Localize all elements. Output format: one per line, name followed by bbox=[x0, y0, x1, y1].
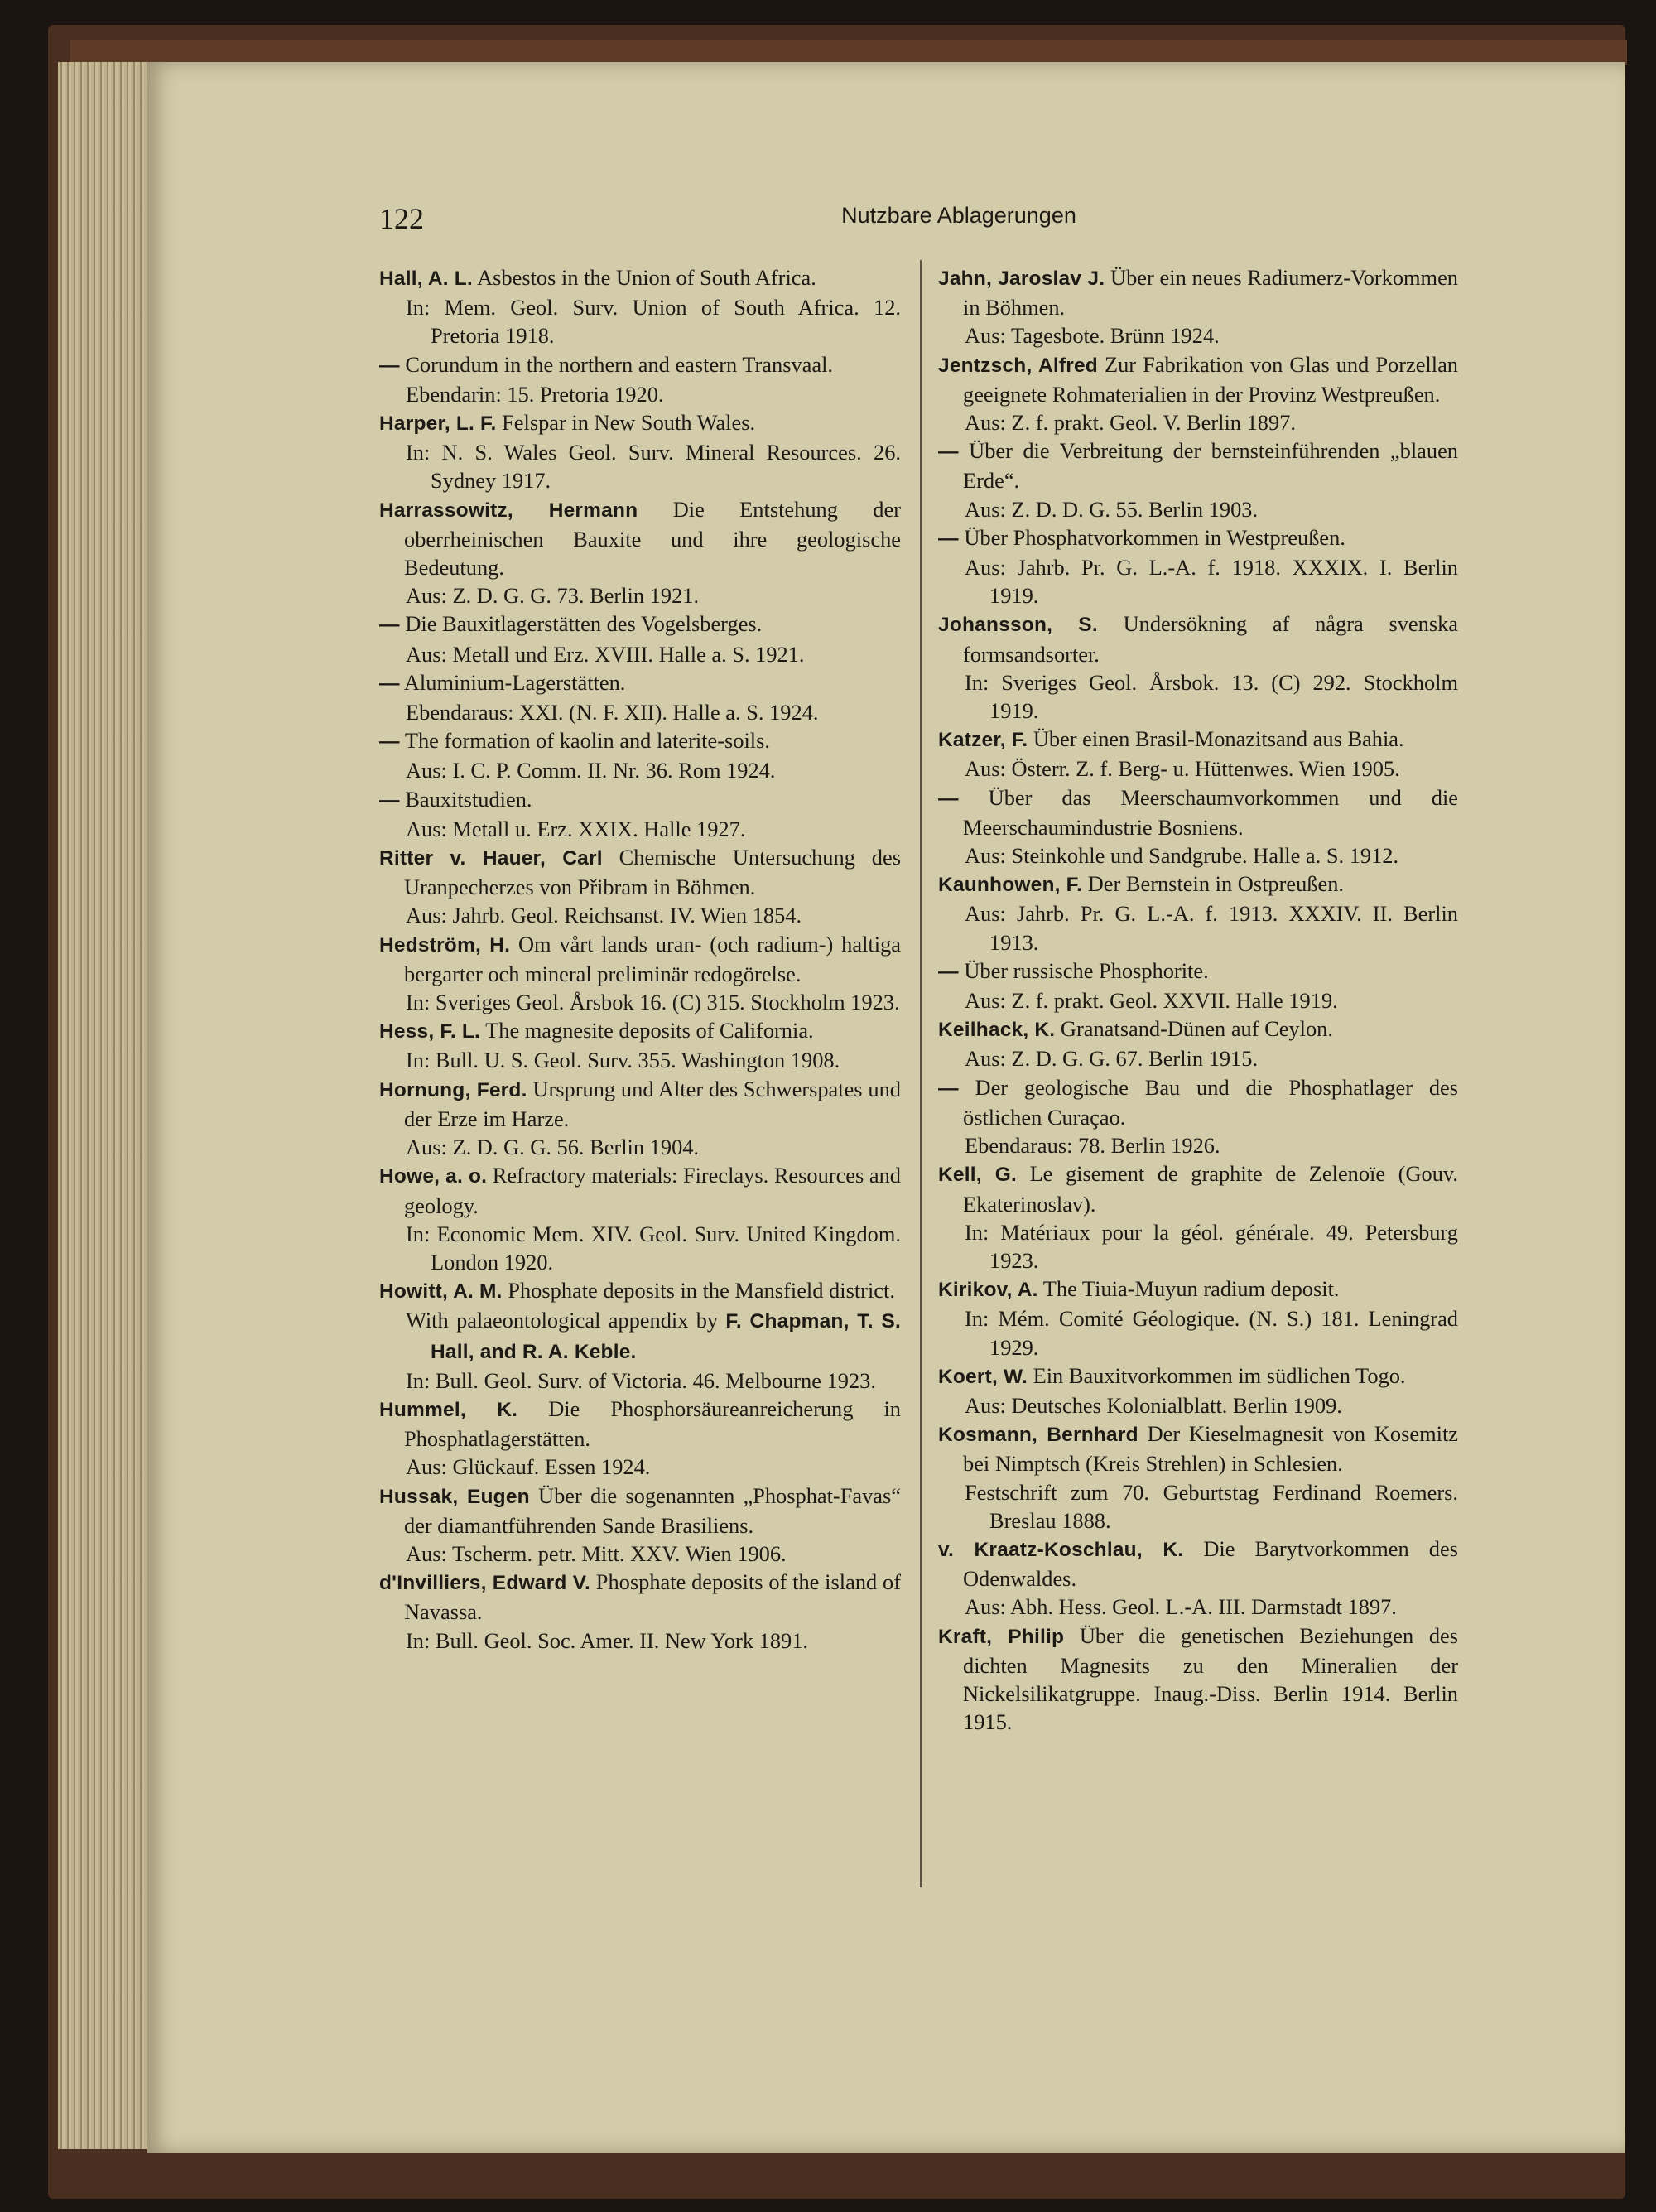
entry-head bbox=[379, 263, 901, 293]
entry-author: Keilhack, K. bbox=[938, 1019, 1056, 1042]
entry-title: Über die Verbreitung der bernsteinführenden „blauen Erde“. bbox=[963, 438, 1458, 494]
entry-title: Refractory materials: Fireclays. Resources and geology. bbox=[404, 1163, 901, 1218]
entry-title: Phosphate deposits in the Mansfield district. bbox=[508, 1278, 895, 1304]
bibliography-entry bbox=[379, 495, 901, 610]
running-title: Nutzbare Ablagerungen bbox=[841, 203, 1076, 228]
bibliography-entry bbox=[938, 350, 1458, 437]
entry-note bbox=[379, 1306, 901, 1366]
entry-source: Aus: Z. D. G. G. 73. Berlin 1921. bbox=[406, 583, 700, 609]
entry-source: In: Sveriges Geol. Årsbok. 13. (C) 292. Stockholm 1919. bbox=[965, 669, 1458, 724]
entry-head bbox=[379, 668, 901, 698]
entry-head bbox=[938, 436, 1458, 494]
bibliography-entry bbox=[938, 263, 1458, 350]
entry-source: Ebendarin: 15. Pretoria 1920. bbox=[406, 381, 664, 407]
entry-title: The magnesite deposits of California. bbox=[485, 1018, 814, 1043]
entry-title: Aluminium-Lagerstätten. bbox=[403, 669, 626, 695]
entry-author: v. Kraatz-Koschlau, K. bbox=[938, 1538, 1184, 1561]
entry-head bbox=[938, 1073, 1458, 1131]
entry-title: Über Phosphatvorkommen in Westpreußen. bbox=[964, 524, 1346, 550]
entry-head bbox=[938, 725, 1458, 754]
entry-title: Über ein neues Radiumerz-Vorkommen in Böhmen. bbox=[963, 265, 1458, 320]
bibliography-entry bbox=[379, 668, 901, 726]
entry-author: Hussak, Eugen bbox=[379, 1485, 530, 1508]
entry-title: Granatsand-Dünen auf Ceylon. bbox=[1060, 1016, 1333, 1042]
entry-head bbox=[938, 957, 1458, 986]
entry-author: Kosmann, Bernhard bbox=[938, 1424, 1138, 1447]
entry-author: Kraft, Philip bbox=[938, 1625, 1065, 1648]
entry-title: Die Phosphorsäureanreicherung in Phosphatlagerstätten. bbox=[404, 1395, 901, 1452]
entry-title: Le gisement de graphite de Zelenoïe (Gouv. Ekaterinoslav). bbox=[963, 1161, 1458, 1217]
bibliography-entry bbox=[938, 1014, 1458, 1072]
entry-source: Aus: Jahrb. Geol. Reichsanst. IV. Wien 1854. bbox=[406, 903, 802, 928]
entry-title: Phosphate deposits of the island of Navassa. bbox=[404, 1569, 901, 1625]
entry-title: Zur Fabrikation von Glas und Porzellan geeignete Rohmaterialien in der Provinz Westpreußen. bbox=[963, 351, 1458, 407]
entry-title: Der Kieselmagnesit von Kosemitz bei Nimptsch (Kreis Strehlen) in Schlesien. bbox=[963, 1421, 1458, 1477]
entry-head bbox=[938, 523, 1458, 553]
entry-author: — bbox=[379, 730, 400, 754]
entry-source: Aus: Tscherm. petr. Mitt. XXV. Wien 1906. bbox=[406, 1540, 787, 1566]
entry-author: Hess, F. L. bbox=[379, 1020, 481, 1043]
bibliography-entry bbox=[938, 783, 1458, 870]
entry-author: Hedström, H. bbox=[379, 933, 511, 957]
bibliography-entry bbox=[938, 957, 1458, 1014]
bibliography-entry bbox=[938, 1622, 1458, 1737]
entry-title: Corundum in the northern and eastern Transvaal. bbox=[405, 351, 834, 377]
entry-author: Harrassowitz, Hermann bbox=[379, 499, 638, 522]
entry-head bbox=[938, 350, 1458, 408]
entry-author: Hummel, K. bbox=[379, 1398, 518, 1421]
bibliography-entry bbox=[938, 725, 1458, 783]
entry-head bbox=[379, 843, 901, 901]
bibliography-entry bbox=[938, 1419, 1458, 1535]
bibliography-entry bbox=[379, 1395, 901, 1482]
entry-head bbox=[938, 263, 1458, 321]
entry-title: Über die sogenannten „Phosphat-Favas“ der diamantführenden Sande Brasiliens. bbox=[404, 1482, 902, 1538]
bibliography-entry bbox=[379, 726, 901, 784]
entry-title: Die Entstehung der oberrheinischen Bauxite und ihre geologische Bedeutung. bbox=[404, 496, 901, 581]
entry-head bbox=[938, 1361, 1458, 1391]
entry-source: In: Bull. Geol. Soc. Amer. II. New York 1891. bbox=[406, 1627, 809, 1653]
entry-title: Ursprung und Alter des Schwerspates und der Erze im Harze. bbox=[404, 1076, 901, 1131]
entry-source: Ebendaraus: XXI. (N. F. XII). Halle a. S. 1924. bbox=[406, 700, 819, 725]
entry-source: In: Sveriges Geol. Årsbok 16. (C) 315. Stockholm 1923. bbox=[406, 990, 900, 1015]
entry-author: Katzer, F. bbox=[938, 729, 1028, 752]
entry-source: Aus: Z. f. prakt. Geol. V. Berlin 1897. bbox=[965, 410, 1296, 436]
bibliography-entry bbox=[379, 1161, 901, 1276]
entry-head bbox=[379, 1276, 901, 1306]
entry-author: Kaunhowen, F. bbox=[938, 874, 1083, 897]
entry-source: In: Economic Mem. XIV. Geol. Surv. United Kingdom. London 1920. bbox=[406, 1221, 901, 1275]
entry-note-text: With palaeontological appendix by bbox=[406, 1308, 719, 1333]
left-column bbox=[379, 263, 901, 1655]
entry-source: In: Matériaux pour la géol. générale. 49. Petersburg 1923. bbox=[965, 1219, 1458, 1273]
entry-author: — bbox=[938, 787, 959, 810]
bibliography-entry bbox=[379, 350, 901, 408]
entry-title: Bauxitstudien. bbox=[405, 786, 532, 812]
bibliography-entry bbox=[938, 610, 1458, 725]
entry-author: Johansson, S. bbox=[938, 614, 1098, 637]
entry-head bbox=[379, 1016, 901, 1046]
entry-head bbox=[938, 1419, 1458, 1477]
entry-head bbox=[379, 495, 901, 582]
entry-source: Aus: Österr. Z. f. Berg- u. Hüttenwes. Wien 1905. bbox=[965, 756, 1400, 782]
entry-head bbox=[379, 350, 901, 380]
entry-source: Ebendaraus: 78. Berlin 1926. bbox=[965, 1133, 1220, 1159]
entry-title: The Tiuia-Muyun radium deposit. bbox=[1042, 1276, 1340, 1302]
entry-head bbox=[379, 1395, 901, 1453]
bibliography-entry bbox=[938, 436, 1458, 523]
entry-title: Die Bauxitlagerstätten des Vogelsberges. bbox=[405, 611, 763, 637]
page-header bbox=[379, 201, 1594, 234]
entry-author: — bbox=[379, 788, 400, 812]
entry-author: Hall, A. L. bbox=[379, 267, 473, 290]
entry-source: Aus: Z. D. G. G. 67. Berlin 1915. bbox=[965, 1046, 1259, 1072]
entry-source: In: Bull. U. S. Geol. Surv. 355. Washington 1908. bbox=[406, 1048, 840, 1073]
bibliography-entry bbox=[938, 870, 1458, 957]
cover-top-edge bbox=[70, 40, 1627, 65]
entry-head bbox=[938, 1622, 1458, 1737]
entry-author: Hornung, Ferd. bbox=[379, 1078, 527, 1101]
bibliography-entry bbox=[379, 408, 901, 495]
entry-title: Ein Bauxitvorkommen im südlichen Togo. bbox=[1033, 1362, 1406, 1388]
entry-source: Aus: Tagesbote. Brünn 1924. bbox=[965, 323, 1220, 349]
entry-head bbox=[938, 1014, 1458, 1044]
entry-title: Über das Meerschaumvorkommen und die Meerschaumindustrie Bosniens. bbox=[963, 784, 1458, 840]
entry-author: — bbox=[938, 527, 959, 550]
entry-author: Jahn, Jaroslav J. bbox=[938, 267, 1105, 290]
entry-title: Der geologische Bau und die Phosphatlager des östlichen Curaçao. bbox=[963, 1074, 1458, 1130]
bibliography-entry bbox=[379, 930, 901, 1017]
entry-author: Harper, L. F. bbox=[379, 412, 497, 436]
entry-title: Undersökning af några svenska formsandsorter. bbox=[963, 611, 1458, 667]
entry-author: Howitt, A. M. bbox=[379, 1280, 503, 1304]
entry-author: Ritter v. Hauer, Carl bbox=[379, 847, 603, 870]
bibliography-entry bbox=[379, 785, 901, 843]
column-divider bbox=[920, 260, 922, 1887]
bibliography-entry bbox=[379, 1276, 901, 1395]
entry-title: Der Bernstein in Ostpreußen. bbox=[1087, 871, 1344, 897]
entry-note-authors: F. Chapman, T. S. Hall, and R. A. Keble. bbox=[431, 1310, 901, 1363]
entry-source: In: N. S. Wales Geol. Surv. Mineral Resources. 26. Sydney 1917. bbox=[406, 440, 901, 494]
entry-head bbox=[938, 783, 1458, 841]
bibliography-entry bbox=[379, 1016, 901, 1074]
entry-source: Aus: Metall und Erz. XVIII. Halle a. S. 1921. bbox=[406, 641, 805, 667]
entry-source: Aus: I. C. P. Comm. II. Nr. 36. Rom 1924. bbox=[406, 758, 776, 783]
entry-head bbox=[379, 726, 901, 756]
entry-head bbox=[379, 785, 901, 815]
entry-source: Aus: Z. f. prakt. Geol. XXVII. Halle 1919. bbox=[965, 988, 1338, 1014]
entry-head bbox=[938, 1275, 1458, 1304]
entry-author: — bbox=[938, 960, 959, 983]
entry-source: Aus: Deutsches Kolonialblatt. Berlin 1909. bbox=[965, 1392, 1342, 1418]
entry-title: Chemische Untersuchung des Uranpecherzes von Přibram in Böhmen. bbox=[404, 845, 901, 900]
bibliography-entry bbox=[379, 610, 901, 667]
entry-author: d'Invilliers, Edward V. bbox=[379, 1572, 590, 1595]
entry-head bbox=[379, 930, 901, 988]
entry-title: Die Barytvorkommen des Odenwaldes. bbox=[963, 1535, 1458, 1592]
entry-author: Kell, G. bbox=[938, 1164, 1017, 1187]
right-column bbox=[938, 263, 1458, 1736]
entry-source: Aus: Glückauf. Essen 1924. bbox=[406, 1454, 651, 1480]
entry-source: Aus: Z. D. D. G. 55. Berlin 1903. bbox=[965, 496, 1259, 522]
entry-title: Über russische Phosphorite. bbox=[964, 957, 1209, 983]
entry-head bbox=[379, 1568, 901, 1626]
bibliography-entry bbox=[379, 1482, 901, 1569]
bibliography-entry bbox=[938, 1275, 1458, 1361]
entry-author: Howe, a. o. bbox=[379, 1165, 488, 1188]
entry-head bbox=[379, 1161, 901, 1219]
bibliography-entry bbox=[379, 843, 901, 930]
entry-source: In: Bull. Geol. Surv. of Victoria. 46. Melbourne 1923. bbox=[406, 1367, 876, 1393]
entry-source: Festschrift zum 70. Geburtstag Ferdinand Roemers. Breslau 1888. bbox=[965, 1479, 1458, 1533]
entry-head bbox=[379, 1482, 901, 1540]
entry-author: Koert, W. bbox=[938, 1365, 1028, 1388]
bibliography-entry bbox=[938, 523, 1458, 610]
entry-title: Über die genetischen Beziehungen des dichten Magnesits zu den Mineralien der Nickelsilikatgruppe. Inaug.-Diss. Berlin 1914. Berlin 1915. bbox=[963, 1622, 1458, 1735]
entry-head bbox=[938, 870, 1458, 899]
entry-source: Aus: Metall u. Erz. XXIX. Halle 1927. bbox=[406, 816, 746, 841]
bibliography-entry bbox=[938, 1073, 1458, 1160]
bibliography-entry bbox=[938, 1159, 1458, 1275]
entry-head bbox=[379, 610, 901, 639]
entry-head bbox=[379, 408, 901, 438]
entry-author: — bbox=[938, 441, 959, 464]
bibliography-entry bbox=[379, 1075, 901, 1162]
entry-source: Aus: Abh. Hess. Geol. L.-A. III. Darmstadt 1897. bbox=[965, 1594, 1397, 1620]
entry-author: Kirikov, A. bbox=[938, 1279, 1038, 1302]
entry-source: In: Mém. Comité Géologique. (N. S.) 181. Leningrad 1929. bbox=[965, 1306, 1458, 1360]
bibliography-entry bbox=[938, 1535, 1458, 1622]
entry-source: Aus: Steinkohle und Sandgrube. Halle a. S. 1912. bbox=[965, 843, 1399, 869]
entry-title: Über einen Brasil-Monazitsand aus Bahia. bbox=[1033, 726, 1404, 752]
entry-head bbox=[379, 1075, 901, 1133]
entry-source: In: Mem. Geol. Surv. Union of South Africa. 12. Pretoria 1918. bbox=[406, 295, 901, 349]
entry-head bbox=[938, 610, 1458, 667]
entry-author: — bbox=[379, 672, 400, 695]
bibliography-entry bbox=[379, 1568, 901, 1655]
entry-title: The formation of kaolin and laterite-soils. bbox=[404, 728, 771, 754]
bibliography-entry bbox=[938, 1361, 1458, 1419]
entry-source: Aus: Jahrb. Pr. G. L.-A. f. 1913. XXXIV. II. Berlin 1913. bbox=[965, 901, 1458, 955]
entry-author: — bbox=[938, 1077, 959, 1100]
entry-title: Asbestos in the Union of South Africa. bbox=[477, 265, 816, 290]
page-number: 122 bbox=[379, 202, 424, 235]
entry-title: Felspar in New South Wales. bbox=[502, 410, 756, 436]
entry-author: — bbox=[379, 354, 400, 377]
entry-author: — bbox=[379, 614, 400, 637]
entry-head bbox=[938, 1159, 1458, 1217]
entry-head bbox=[938, 1535, 1458, 1593]
bibliography-entry bbox=[379, 263, 901, 350]
entry-title: Om vårt lands uran- (och radium-) haltiga bergarter och mineral preliminär redogörelse. bbox=[404, 931, 901, 986]
entry-author: Jentzsch, Alfred bbox=[938, 354, 1098, 377]
entry-source: Aus: Z. D. G. G. 56. Berlin 1904. bbox=[406, 1135, 700, 1160]
entry-source: Aus: Jahrb. Pr. G. L.-A. f. 1918. XXXIX. I. Berlin 1919. bbox=[965, 555, 1458, 609]
